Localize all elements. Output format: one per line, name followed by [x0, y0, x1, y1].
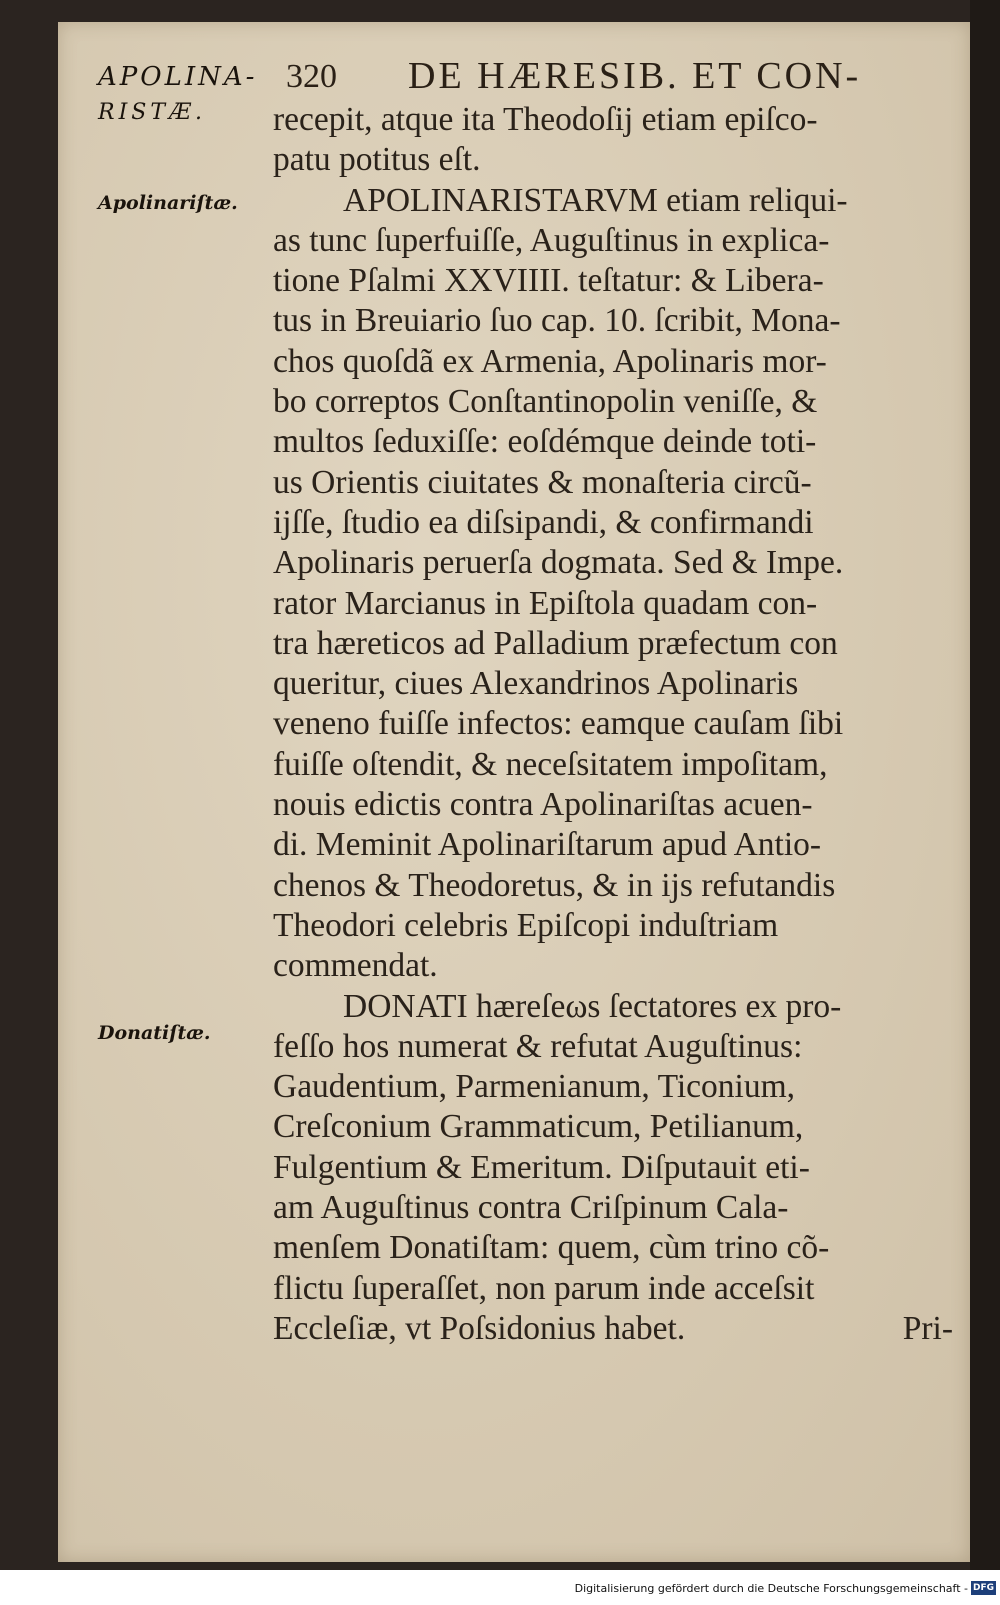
text-line: nouis edictis contra Apolinariſtas acuen-	[273, 786, 813, 824]
book-page	[58, 22, 970, 1562]
text-line: flictu ſuperaſſet, non parum inde acceſsit	[273, 1269, 815, 1307]
text-line: tra hæreticos ad Palladium præfectum con	[273, 624, 838, 662]
text-line: us Orientis ciuitates & monaſteria circũ-	[273, 463, 812, 501]
text-line: queritur, ciues Alexandrinos Apolinaris	[273, 665, 799, 703]
funding-credit: Digitalisierung gefördert durch die Deutsche Forschungsgemeinschaft -	[574, 1582, 968, 1595]
text-line: bo correptos Conſtantinopolin veniſſe, &	[273, 383, 818, 421]
text-line: Gaudentium, Parmenianum, Ticonium,	[273, 1068, 796, 1106]
text-line: ijſſe, ſtudio ea diſsipandi, & confirmandi	[273, 503, 814, 541]
text-line: Apolinaris peruerſa dogmata. Sed & Impe.	[273, 544, 844, 582]
paragraph-start-donati: DONATI hæreſeωs ſectatores ex pro-	[343, 987, 842, 1025]
page-number: 320	[286, 58, 337, 95]
text-line: recepit, atque ita Theodoſij etiam epiſco-	[273, 101, 818, 138]
text-line: feſſo hos numerat & refutat Auguſtinus:	[273, 1027, 803, 1065]
final-line	[273, 1309, 953, 1349]
text-line: multos ſeduxiſſe: eoſdémque deinde toti-	[273, 423, 817, 461]
digitization-footer	[0, 1578, 1000, 1605]
margin-note-donatistae: Donatiſtæ.	[98, 1022, 211, 1044]
text-line: Creſconium Grammaticum, Petilianum,	[273, 1108, 804, 1146]
scan-edge	[970, 0, 1000, 1570]
text-line: commendat.	[273, 947, 438, 985]
text-line: rator Marcianus in Epiſtola quadam con-	[273, 584, 818, 622]
running-head-left: APOLINA-	[98, 62, 258, 92]
text-line: chenos & Theodoretus, & in ijs refutandis	[273, 866, 836, 904]
text-line: chos quoſdã ex Armenia, Apolinaris mor-	[273, 342, 827, 380]
margin-note-apolinaristae: Apolinariſtæ.	[98, 192, 238, 214]
dfg-logo-icon: DFG	[972, 1583, 994, 1593]
body-text	[273, 100, 953, 1349]
running-head-title: DE HÆRESIB. ET CON-	[408, 55, 862, 97]
text-line: Fulgentium & Emeritum. Diſputauit eti-	[273, 1148, 810, 1186]
paragraph-start-apolinaristarum: APOLINARISTARVM etiam reliqui-	[343, 181, 848, 219]
running-head-left-continued: RISTÆ.	[98, 100, 207, 125]
text-line: veneno fuiſſe infectos: eamque cauſam ſibi	[273, 705, 844, 743]
text-line: patu potitus eſt.	[273, 141, 481, 179]
text-line: tus in Breuiario ſuo cap. 10. ſcribit, Mona-	[273, 302, 841, 340]
text-line: am Auguſtinus contra Criſpinum Cala-	[273, 1189, 789, 1227]
catchword: Pri-	[902, 1309, 953, 1347]
text-line: di. Meminit Apolinariſtarum apud Antio-	[273, 826, 822, 864]
text-line: menſem Donatiſtam: quem, cùm trino cõ-	[273, 1229, 830, 1267]
text-line: fuiſſe oſtendit, & neceſsitatem impoſitam,	[273, 745, 828, 783]
text-line: as tunc ſuperfuiſſe, Auguſtinus in explica-	[273, 221, 830, 259]
text-line: Theodori celebris Epiſcopi induſtriam	[273, 906, 779, 944]
text-line: Eccleſiæ, vt Poſsidonius habet.	[273, 1309, 686, 1347]
text-line: tione Pſalmi XXVIIII. teſtatur: & Libera-	[273, 262, 824, 300]
